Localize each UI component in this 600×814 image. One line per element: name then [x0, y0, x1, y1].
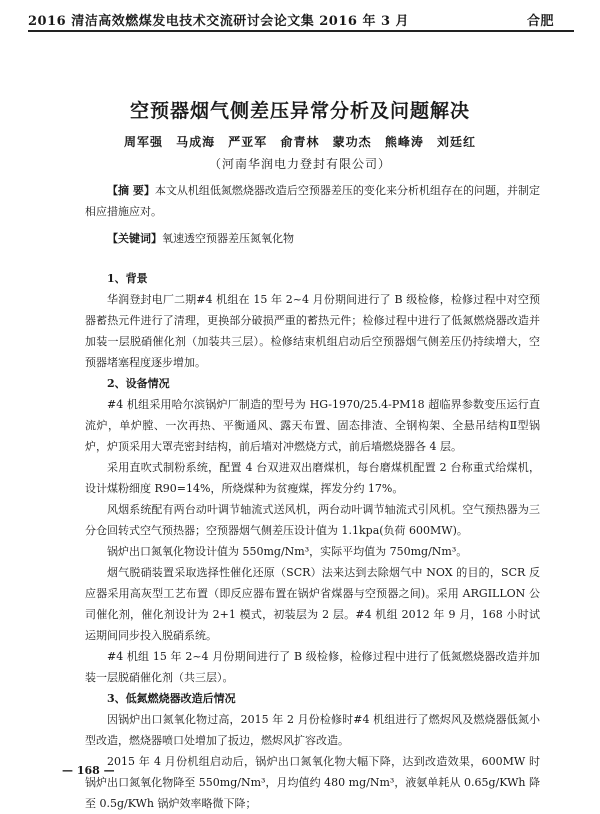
section-heading-retrofit: 3、低氮燃烧器改造后情况	[107, 692, 236, 705]
keywords-label: 【关键词】	[107, 232, 162, 245]
running-header	[28, 8, 574, 32]
paragraph-4: 风烟系统配有两台动叶调节轴流式送风机，两台动叶调节轴流式引风机。空气预热器为三分仓回转式空气预热器；空预器烟气侧差压设计值为 1.1kpa(负荷 600MW)。	[85, 503, 540, 537]
paper-affiliation: （河南华润电力登封有限公司）	[208, 157, 391, 171]
paragraph-8: 因锅炉出口氮氧化物过高，2015 年 2 月份检修时#4 机组进行了燃烬风及燃烧器低氮小型改造，燃烧器喷口处增加了扳边，燃烬风扩容改造。	[85, 713, 540, 747]
keywords-text: 氧速透空预器差压氮氧化物	[162, 232, 294, 245]
abstract-block	[85, 180, 540, 249]
paragraph-1: 华润登封电厂二期#4 机组在 15 年 2~4 月份期间进行了 B 级检修，检修过程中对空预器蓄热元件进行了清理，更换部分破损严重的蓄热元件；检修过程中进行了低氮燃烧器改造并加装一层脱硝催化剂（加装共三层）。检修结束机组启动后空预器烟气侧差压仍持续增大，空预器堵塞程度逐步增加。	[85, 293, 540, 369]
section-heading-background: 1、背景	[107, 272, 148, 285]
conference-name: 2016 清洁高效燃煤发电技术交流研讨会论文集 2016 年 3 月	[28, 14, 410, 29]
paragraph-9: 2015 年 4 月份机组启动后，锅炉出口氮氧化物大幅下降，达到改造效果，600MW 时锅炉出口氮氧化物降至 550mg/Nm³，月均值约 480 mg/Nm³，液氨单耗从 0.65g/KWh 降至 0.5g/KWh 锅炉效率略微下降；	[85, 755, 540, 810]
paragraph-3: 采用直吹式制粉系统，配置 4 台双进双出磨煤机，每台磨煤机配置 2 台称重式给煤机，设计煤粉细度 R90=14%，所烧煤种为贫瘦煤，挥发分约 17%。	[85, 461, 540, 495]
abstract-text: 本文从机组低氮燃烧器改造后空预器差压的变化来分析机组存在的问题，并制定相应措施应对。	[85, 184, 540, 218]
page-number: — 168 —	[62, 764, 115, 777]
keywords	[85, 228, 540, 249]
abstract	[85, 180, 540, 222]
paragraph-6: 烟气脱硝装置采取选择性催化还原（SCR）法来达到去除烟气中 NOX 的目的，SCR 反应器采用高灰型工艺布置（即反应器布置在锅炉省煤器与空预器之间)。采用 ARGILLON 公司催化剂，催化剂设计为 2+1 模式，初装层为 2 层。#4 机组 2012 年 9 月，168 小时试运期间同步投入脱硝系统。	[85, 566, 540, 642]
paragraph-7: #4 机组 15 年 2~4 月份期间进行了 B 级检修，检修过程中进行了低氮燃烧器改造并加装一层脱硝催化剂（共三层）。	[85, 650, 540, 684]
abstract-label: 【摘 要】	[107, 184, 155, 197]
paragraph-2: #4 机组采用哈尔滨锅炉厂制造的型号为 HG-1970/25.4-PM18 超临界参数变压运行直流炉，单炉膛、一次再热、平衡通风、露天布置、固态排渣、全钢构架、全悬吊结构Ⅱ型锅炉，炉顶采用大罩壳密封结构，前后墙对冲燃烧方式，前后墙燃烧器各 4 层。	[85, 398, 540, 453]
body-text	[85, 268, 540, 814]
section-heading-equipment: 2、设备情况	[107, 377, 170, 390]
paragraph-5: 锅炉出口氮氧化物设计值为 550mg/Nm³，实际平均值为 750mg/Nm³。	[107, 545, 468, 558]
paper-authors: 周军强 马成海 严亚军 俞青林 蒙功杰 熊峰涛 刘廷红	[123, 135, 477, 149]
paper-title: 空预器烟气侧差压异常分析及问题解决	[129, 100, 470, 122]
conference-city: 合肥	[526, 14, 554, 29]
